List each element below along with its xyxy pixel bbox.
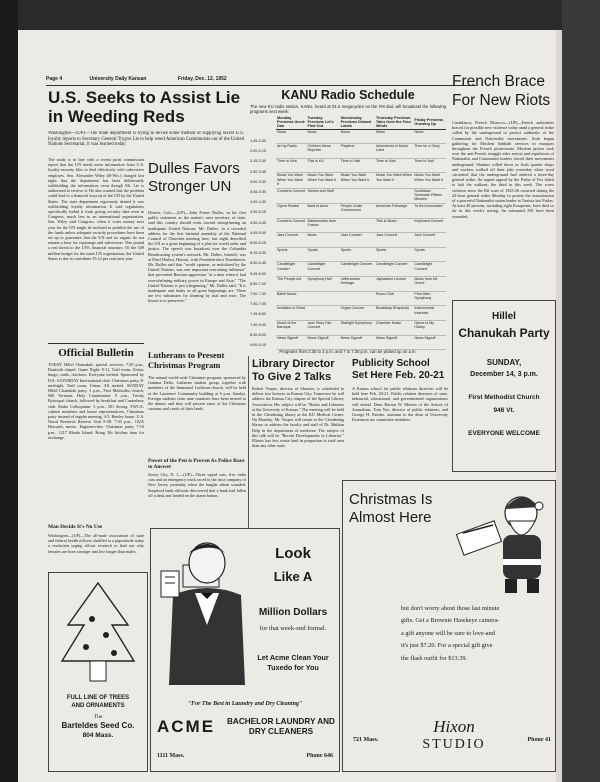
radio-cell: News — [306, 129, 339, 144]
column-rule — [248, 356, 249, 536]
radio-row — [276, 233, 446, 248]
radio-body — [276, 129, 446, 350]
radio-cell: Jazz Concert — [340, 233, 375, 248]
radio-cell — [340, 291, 375, 306]
radio-cell: News — [276, 129, 306, 144]
radio-timeslot: 7:45-8:00 — [250, 312, 267, 317]
radio-cell: Jazz Story Fair Concert — [306, 320, 339, 335]
radio-header-row — [276, 116, 446, 129]
radio-cell: Broadway Rhapsody — [375, 306, 413, 321]
radio-cell: Candlelight Concert — [340, 262, 375, 277]
radio-row — [276, 277, 446, 292]
radio-cell: Music You Want When You Want It — [340, 173, 375, 188]
radio-cell: Music You Want When You Want It — [413, 173, 446, 188]
barteldes-line2: AND ORNAMENTS — [71, 703, 125, 709]
radio-cell: Time to Visit — [413, 158, 446, 173]
lead-headline: U.S. Seeks to Assist Lie in Weeding Reds — [48, 88, 241, 126]
radio-timeslot: 5:45-6:00 — [250, 271, 267, 276]
publicity-body: A Kansas school for public relations directors will be held here Feb. 20-21. Public relation directors of state, industrial, educational, and governmental organizations will attend. Dean Burton W. Marvin of the School of Journalism, Tom Yoe, director of public relations, and George H. Brooks, assistant to the dean of University Extension are committee members. — [352, 386, 448, 423]
radio-cell: News Signoff — [340, 335, 375, 350]
radio-time-column — [250, 116, 276, 350]
radio-timeslot: 3:00-3:30 — [250, 179, 267, 184]
hillel-day: SUNDAY, — [486, 358, 522, 367]
radio-row — [276, 158, 446, 173]
lead-body: The study is in line with a recent jurist commission report that the UN needs more information from U.S. loyalty-security files to deal effectively with subversive employes. Sen. Alexander Wiley (R-Wis.) charged last night that the department has been deliberately withholding the information, even though Mr. Lie is authorized to receive it. He also warned that the problem could lead to a financial boycott of the UN by the United States. The state department vigorously denied it was withholding loyalty information. It said regulations specifically forbid it from giving security data even to Congress, much less to an international organization. Sen. Wiley said Congress, when it votes money next year for the UN might be inclined to prohibit the use of the funds unless adequate security procedures have been set up to guarantee that the UN and its organs do not remain a base for espionage and subversion. This pound a real threat to the UN's financial structure. Of the 549 million budget for the main UN organization, the United States is due to contribute 35.12 per cent next year. — [48, 157, 144, 261]
radio-timeslot: 7:30-9:00 — [250, 322, 267, 327]
radio-timeslot: 5:15-5:30 — [250, 251, 267, 256]
acme-millions: Million Dollars — [258, 607, 328, 618]
radio-row — [276, 173, 446, 188]
radio-day-4: Friday Previews Growing Up — [413, 116, 446, 129]
tuxedo-man-illustration — [155, 535, 251, 695]
radio-cell: Sports — [306, 247, 339, 262]
radio-cell — [306, 306, 339, 321]
radio-intro: The new KU radio station, KANU, heard at 91.5 megacycles on the FM dial, will broadcast the following programs next week: — [250, 104, 446, 115]
radio-cell: Jazz Concert — [276, 233, 306, 248]
radio-cell: Jayhawker Lecture — [375, 277, 413, 292]
radio-cell: Candlelight Concert — [413, 262, 446, 277]
acme-for: for that week-end formal. — [259, 625, 327, 632]
brief-headline: Man Decide It's No Use — [48, 524, 103, 530]
radio-timeslot: 4:30-4:45 — [250, 220, 267, 225]
radio-timeslot: 2:30-3:45 — [250, 169, 267, 174]
christmas-ad — [342, 480, 556, 772]
barteldes-ad — [48, 572, 148, 772]
radio-cell: The People Act — [276, 277, 306, 292]
radio-cell: People Under Communism — [340, 204, 375, 219]
radio-day-0: Monday Previews Uncle Dan — [277, 116, 305, 129]
hillel-welcome: EVERYONE WELCOME — [468, 430, 540, 437]
radio-cell: Concerto Concert — [276, 188, 306, 203]
library-body: Robert Vosper, director of libraries, is scheduled to deliver two lectures in Kansas City. Tomorrow he will address the Kansas City chapter of the Special Library Association. His subject will be "Books and Libraries at the University of Kansas." The meeting will be held in the Clendening library at the KU Medical Center. On Monday, Mr. Vosper will return to the Clendening library to address the faculty and staff of Dr. Mahlon Delp in the department of medicine. The subject of this talk will be "Recent Developments in Libraries." Illinois has less waste land in proportion to total area than any other state. — [252, 386, 344, 449]
radio-timeslot: 2:15-2:30 — [250, 159, 267, 164]
french-body: Casablanca, French Morocco—(UP)—French authorities braced for possible new violence today amid a general strike called by the underground to protest outbreaks of the Communist and Nationalist movements. Arab begun gathering for Moslem Sabbath services in mosques throughout the French protectorate. Moslem priests took over the anti-French struggle after arrests and expulsions of Nationalist and Communist leaders forced their movements underground. Shutters rolled down in Arab quarter shops and workers walked off their jobs yesterday when word circulated that the underground had ordered a three-day general strike. An urgent appeal by the Pasha of Fez failed to halt the walkout, the third in this week. The worst violence since the Rif wars of 1925-26 occurred during the 24-hour general strike Monday to protest the assassination of a powerful Nationalist union leader in Tunisia last Friday. At least 40 persons, including eight Europeans, have died so far in this week's rioting. An estimated 250 have been wounded. — [452, 120, 554, 219]
acme-service: BACHELOR LAUNDRY AND DRY CLEANERS — [227, 717, 335, 736]
radio-timeslot: 9:00-9:15 — [250, 343, 267, 348]
masthead-paper: University Daily Kansan — [89, 76, 147, 82]
radio-row — [276, 320, 446, 335]
next-page-strip — [562, 0, 600, 782]
radio-row — [276, 291, 446, 306]
radio-cell: Candlelight Concert — [375, 262, 413, 277]
radio-cell: Music You Want When You Want It — [276, 173, 306, 188]
radio-cell — [306, 291, 339, 306]
santa-illustration — [453, 487, 553, 597]
radio-cell: Phot Allen Symphony — [413, 291, 446, 306]
radio-cell: News — [340, 129, 375, 144]
radio-timeslot: 2:00-2:15 — [250, 149, 267, 154]
radio-cell: Jeffersonian Heritage — [340, 277, 375, 292]
radio-day-3: Thursday Previews Tales from the Four Winds — [375, 116, 413, 129]
barteldes-line5: 804 Mass. — [82, 732, 114, 739]
radio-timeslots — [250, 136, 276, 350]
radio-grid — [276, 116, 446, 350]
bulletin-rule — [48, 343, 144, 344]
library-headline: Library Director To Give 2 Talks — [252, 358, 335, 383]
acme-slogan: "For The Best in Laundry and Dry Cleaning" — [187, 701, 303, 707]
radio-cell: Candlelight Concert — [306, 262, 339, 277]
radio-cell: Adventures in Music Land — [375, 144, 413, 159]
radio-cell: Starlight Symphony — [340, 320, 375, 335]
bulletin-body: TODAY Hillel Chanukah: special services, 7:30 p.m., Danforth chapel. Game Night: 8-11, Trail room, Union, bingo, cards, checkers. Everyone invited. Sponsored by ISA. SATURDAY International club: Christmas party, 8-midnight, Trail room, Union. All invited. SUNDAY Hillel Chanukah party, 3 p.m., First Methodist church, 946 Vermont. Holy Communion: 9 a.m., Trinity Episcopal church, followed by breakfast and Canterbury club. Radio Colloquium: 3 p.m., 301 Strong. YWCA: cabinet members and house representatives, Christmas party instead of regular meeting, 4-5, Henley house. U.S. Naval Research Reserve Unit 9-38: 7:30 p.m., 102A Haworth, movie. Engineervites: Christmas party, 7-10 p.m., 1217 Rhode Island. Bring 50c kitchen item for exchange. — [48, 362, 144, 440]
radio-row — [276, 144, 446, 159]
radio-timeslot: 7:00-7:30 — [250, 292, 267, 297]
radio-cell: Symphony Hall — [306, 277, 339, 292]
radio-timeslot: 1:45-2:00 — [250, 139, 267, 143]
radio-timeslot: 6:00-7:00 — [250, 281, 267, 286]
radio-cell: Time to Visit — [276, 158, 306, 173]
christmas-headline: Christmas Is Almost Here — [349, 491, 433, 526]
radio-cell: Music from Mt. Orend — [413, 277, 446, 292]
radio-cell: Keyboard Concert — [413, 218, 446, 233]
radio-footnote: Programs from 2:30 to 3 p.m. and 7 to 7:30 p.m. can be picked up on a.m. — [279, 349, 417, 354]
radio-row — [276, 247, 446, 262]
hillel-address: 946 Vt. — [493, 407, 515, 414]
radio-cell: Bard of Avon — [306, 204, 339, 219]
radio-cell: American Folkways — [375, 204, 413, 219]
radio-cell: This is KU — [306, 158, 339, 173]
hillel-date: December 14, 3 p.m. — [470, 371, 538, 378]
radio-cell: Candlelight Concert — [276, 262, 306, 277]
radio-timeslot: 8:30-8:00 — [250, 332, 267, 337]
radio-cell — [340, 218, 375, 233]
lutherans-body: The annual world-wide Christmas program, sponsored by Gamma Delta, Lutheran student group, together with members of the Immanuel Lutheran church, will be held at the Lawrence Community building at 6 p.m. Sunday. Foreign students from nine countries have been invited to the dinner, and they will present some of the Christmas customs and carols of their lands. — [148, 375, 246, 412]
radio-cell: Sports — [375, 247, 413, 262]
radio-timeslot: 4:00-4:30 — [250, 200, 267, 205]
masthead-page: Page 4 — [46, 76, 63, 82]
camera-address: 721 Mass. — [353, 737, 379, 743]
acme-ad — [150, 528, 340, 772]
radio-schedule-table — [250, 116, 446, 350]
radio-cell: Instrumental Interlude — [413, 306, 446, 321]
radio-timeslot: 7:30-7:45 — [250, 302, 267, 307]
radio-timeslot: 4:30-5:15 — [250, 210, 267, 215]
radio-cell: Art by Radio — [276, 144, 306, 159]
radio-cell: News Signoff — [306, 335, 339, 350]
camera-phone: Phone 41 — [527, 737, 551, 743]
binder-shadow — [0, 0, 18, 782]
masthead-date: Friday, Dec. 12, 1952 — [177, 76, 227, 82]
radio-cell: Jazz Concert — [413, 233, 446, 248]
radio-cell: Room Club — [375, 291, 413, 306]
hixon-logo: Hixon — [433, 717, 475, 735]
radio-row — [276, 218, 446, 233]
acme-look: Look — [275, 545, 311, 562]
power-body: Jersey City, N. J.—(UP)—Three squad cars, five radio cars and an emergency truck raced to the trust company of New Jersey yesterday when the burglar alarm sounded. Surprised bank officials discovered that a bank had fallen off a desk and landed on the alarm button. — [148, 472, 246, 498]
barteldes-line4: Barteldes Seed Co. — [61, 721, 135, 730]
power-headline: Power of the Pen is Proven As Police Race to Answer — [148, 458, 245, 471]
radio-timeslot: 5:30-5:45 — [250, 261, 267, 266]
radio-row — [276, 204, 446, 219]
radio-timeslot: 5:00-5:15 — [250, 241, 267, 246]
radio-day-1: Tuesday Previews Let's Find Out — [306, 116, 339, 129]
barteldes-line3: The — [93, 714, 103, 720]
radio-cell: To Be Announced — [413, 204, 446, 219]
acme-phone: Phone 646 — [306, 753, 333, 759]
acme-cleaned: Let Acme Clean Your Tuxedo for You — [257, 653, 329, 672]
radio-cell: Music You Want When You Want It — [375, 173, 413, 188]
hillel-ad — [452, 300, 556, 472]
lutherans-headline: Lutherans to Present Christmas Program — [148, 350, 225, 370]
radio-row — [276, 262, 446, 277]
radio-cell: News — [306, 233, 339, 248]
radio-cell: Southland Serenade Fifteen Minutes — [413, 188, 446, 203]
radio-cell: Masterworks from France — [306, 218, 339, 233]
radio-cell: Opera Recital — [276, 204, 306, 219]
radio-cell: Invitation to Read — [276, 306, 306, 321]
radio-cell: Organ Concert — [340, 306, 375, 321]
radio-row — [276, 188, 446, 203]
hillel-title: Hillel — [492, 311, 516, 322]
radio-cell: Music You Want When You Want It — [306, 173, 339, 188]
radio-cell: Sports — [340, 247, 375, 262]
masthead-rule — [46, 85, 476, 86]
radio-cell: Music of the Baroque — [276, 320, 306, 335]
radio-title: KANU Radio Schedule — [281, 88, 415, 102]
masthead — [46, 76, 476, 84]
radio-cell: Concerto Concert — [276, 218, 306, 233]
lead-dateline: Washington—(UP)—The State department is trying to devise some method of supplying secret U.S. loyalty reports to Secretary General Trygve Lie to help weed American Communists out of the United Nations Secretariat, it was learned today. — [48, 131, 244, 148]
radio-cell: Stories and Stuff — [306, 188, 339, 203]
radio-cell: Opera Is My Hobby — [413, 320, 446, 335]
bulletin-title: Official Bulletin — [58, 347, 134, 359]
acme-address: 1111 Mass. — [157, 753, 185, 759]
radio-cell: News Signoff — [276, 335, 306, 350]
radio-cell: Sports — [276, 247, 306, 262]
dulles-body: Denver, Colo.—(UP)—John Foster Dulles, in his first public statement as the nation's next secretary of state, said this country should work toward strengthening an inadequate United Nations. Mr. Dulles, in a recorded address for the first biennial assembly of the National Council of Churches meeting here, last night described the UN as a great beginning of a plan for world order and justice. The speech was broadcast over the Columbia Broadcasting system's network. Mr. Dulles, himself, was at Pearl Harbor, Hawaii, with President-elect Eisenhower. Mr. Dulles said that "world opinion, as mobilized by the United Nations, was one important restraining influence" that prevented Russian aggression "at a time when it had overwhelming military power in Europe and Asia." "The United Nations is just a beginning," Mr. Dulles said. "It is inadequate and faulty as all great beginnings are. There are few substitutes for learning by trial and error. The lesson is to persevere." — [148, 210, 246, 304]
christmas-tree-illustration — [58, 579, 138, 689]
radio-day-2: Wednesday Previews Distant Lands — [340, 116, 375, 129]
radio-cell: Time to Visit — [375, 158, 413, 173]
barteldes-line1: FULL LINE OF TREES — [66, 695, 130, 701]
radio-cell — [375, 188, 413, 203]
radio-cell: News Signoff — [413, 335, 446, 350]
radio-row — [276, 335, 446, 350]
camera-body: but don't worry about those last minute gifts. Get a Brownie Hawkeye camera-a gift anyone will be sure to love-and it's just $7.20. For a special gift give the flash outfit for $13.39. — [401, 605, 500, 662]
radio-cell: Sports — [413, 247, 446, 262]
hillel-subtitle: Chanukah Party — [458, 326, 550, 340]
radio-timeslot: 4:45-5:00 — [250, 230, 267, 235]
radio-cell: News — [375, 129, 413, 144]
radio-cell: This is Music — [375, 218, 413, 233]
radio-row — [276, 129, 446, 144]
hillel-place: First Methodist Church — [468, 394, 540, 401]
publicity-headline: Publicity School Set Here Feb. 20-21 — [352, 358, 445, 381]
radio-cell: News Signoff — [375, 335, 413, 350]
radio-cell: Jazz Concert — [375, 233, 413, 248]
dulles-headline: Dulles Favors Stronger UN — [148, 160, 240, 195]
radio-cell: Ballet Music — [276, 291, 306, 306]
hixon-studio: STUDIO — [422, 737, 486, 752]
radio-cell: Chamber Music — [375, 320, 413, 335]
french-headline: French Brace For New Riots — [452, 73, 551, 109]
radio-cell — [340, 188, 375, 203]
radio-cell: Time to Visit — [340, 158, 375, 173]
acme-like: Like A — [273, 569, 313, 584]
radio-timeslot: 3:45-3:30 — [250, 190, 267, 195]
acme-name: ACME — [157, 717, 216, 736]
radio-cell: News — [413, 129, 446, 144]
radio-cell: Time for a Story — [413, 144, 446, 159]
radio-cell: Children News Reporter — [306, 144, 339, 159]
radio-row — [276, 306, 446, 321]
brief-body: Washington—(UP)—The all-male association of state and federal health officers shuffled to a pigeonhole today a resolution urging all-out research to find out why females are born stronger and live longer than males. — [48, 533, 144, 554]
radio-cell: Playtime — [340, 144, 375, 159]
